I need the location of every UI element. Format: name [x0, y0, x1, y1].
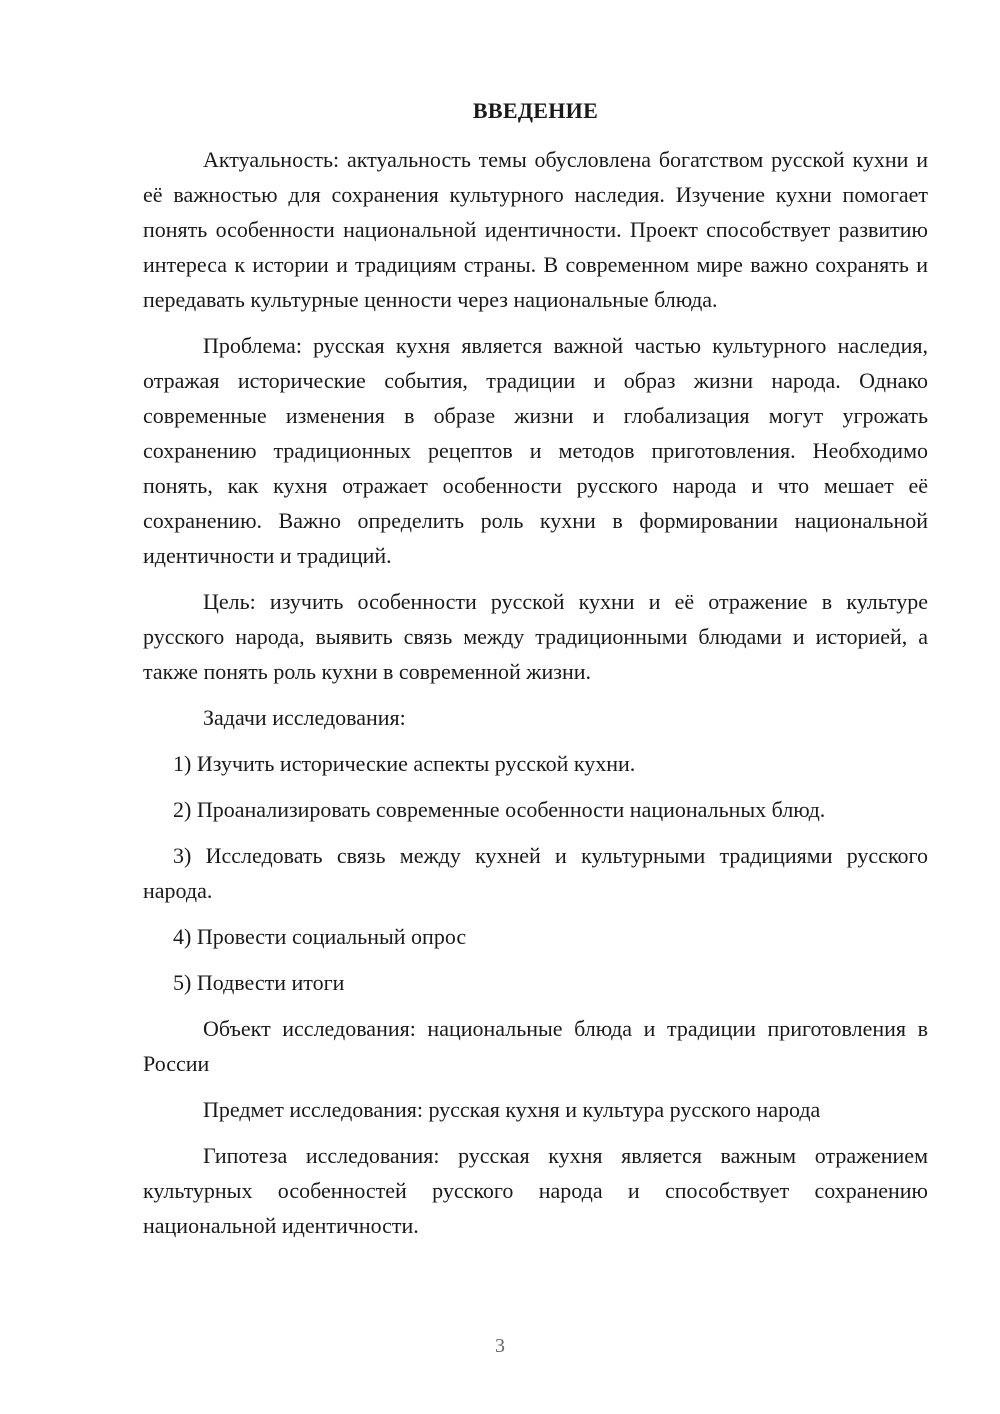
paragraph-subject: Предмет исследования: русская кухня и культура русского народа: [203, 1097, 821, 1122]
section-heading: ВВЕДЕНИЕ: [472, 98, 599, 123]
document-body: [143, 142, 928, 1254]
paragraph-problem: Проблема: русская кухня является важной частью культурного наследия, отражая исторические события, традиции и образ жизни народа. Однако современные изменения в образе жизни и глобализация могут угрожать сохранению традиционных рецептов и методов приготовления. Необходимо понять, как кухня отражает особенности русского народа и что мешает её сохранению. Важно определить роль кухни в формировании национальной идентичности и традиций.: [143, 333, 928, 568]
paragraph-hypothesis: Гипотеза исследования: русская кухня является важным отражением культурных особенностей русского народа и способствует сохранению национальной идентичности.: [143, 1143, 928, 1238]
paragraph-object: Объект исследования: национальные блюда и традиции приготовления в России: [143, 1016, 928, 1076]
paragraph-tasks-heading: Задачи исследования:: [203, 705, 406, 730]
task-item: 5) Подвести итоги: [173, 970, 345, 995]
task-item: 1) Изучить исторические аспекты русской кухни.: [173, 751, 636, 776]
task-item: 4) Провести социальный опрос: [173, 924, 467, 949]
paragraph-relevance: Актуальность: актуальность темы обусловлена богатством русской кухни и её важностью для сохранения культурного наследия. Изучение кухни помогает понять особенности национальной идентичности. Проект способствует развитию интереса к истории и традициям страны. В современном мире важно сохранять и передавать культурные ценности через национальные блюда.: [143, 147, 928, 312]
task-item: 3) Исследовать связь между кухней и культурными традициями русского народа.: [143, 843, 928, 903]
page-number: 3: [495, 1335, 505, 1357]
paragraph-goal: Цель: изучить особенности русской кухни и её отражение в культуре русского народа, выявить связь между традиционными блюдами и историей, а также понять роль кухни в современной жизни.: [143, 589, 928, 684]
task-item: 2) Проанализировать современные особенности национальных блюд.: [173, 797, 826, 822]
